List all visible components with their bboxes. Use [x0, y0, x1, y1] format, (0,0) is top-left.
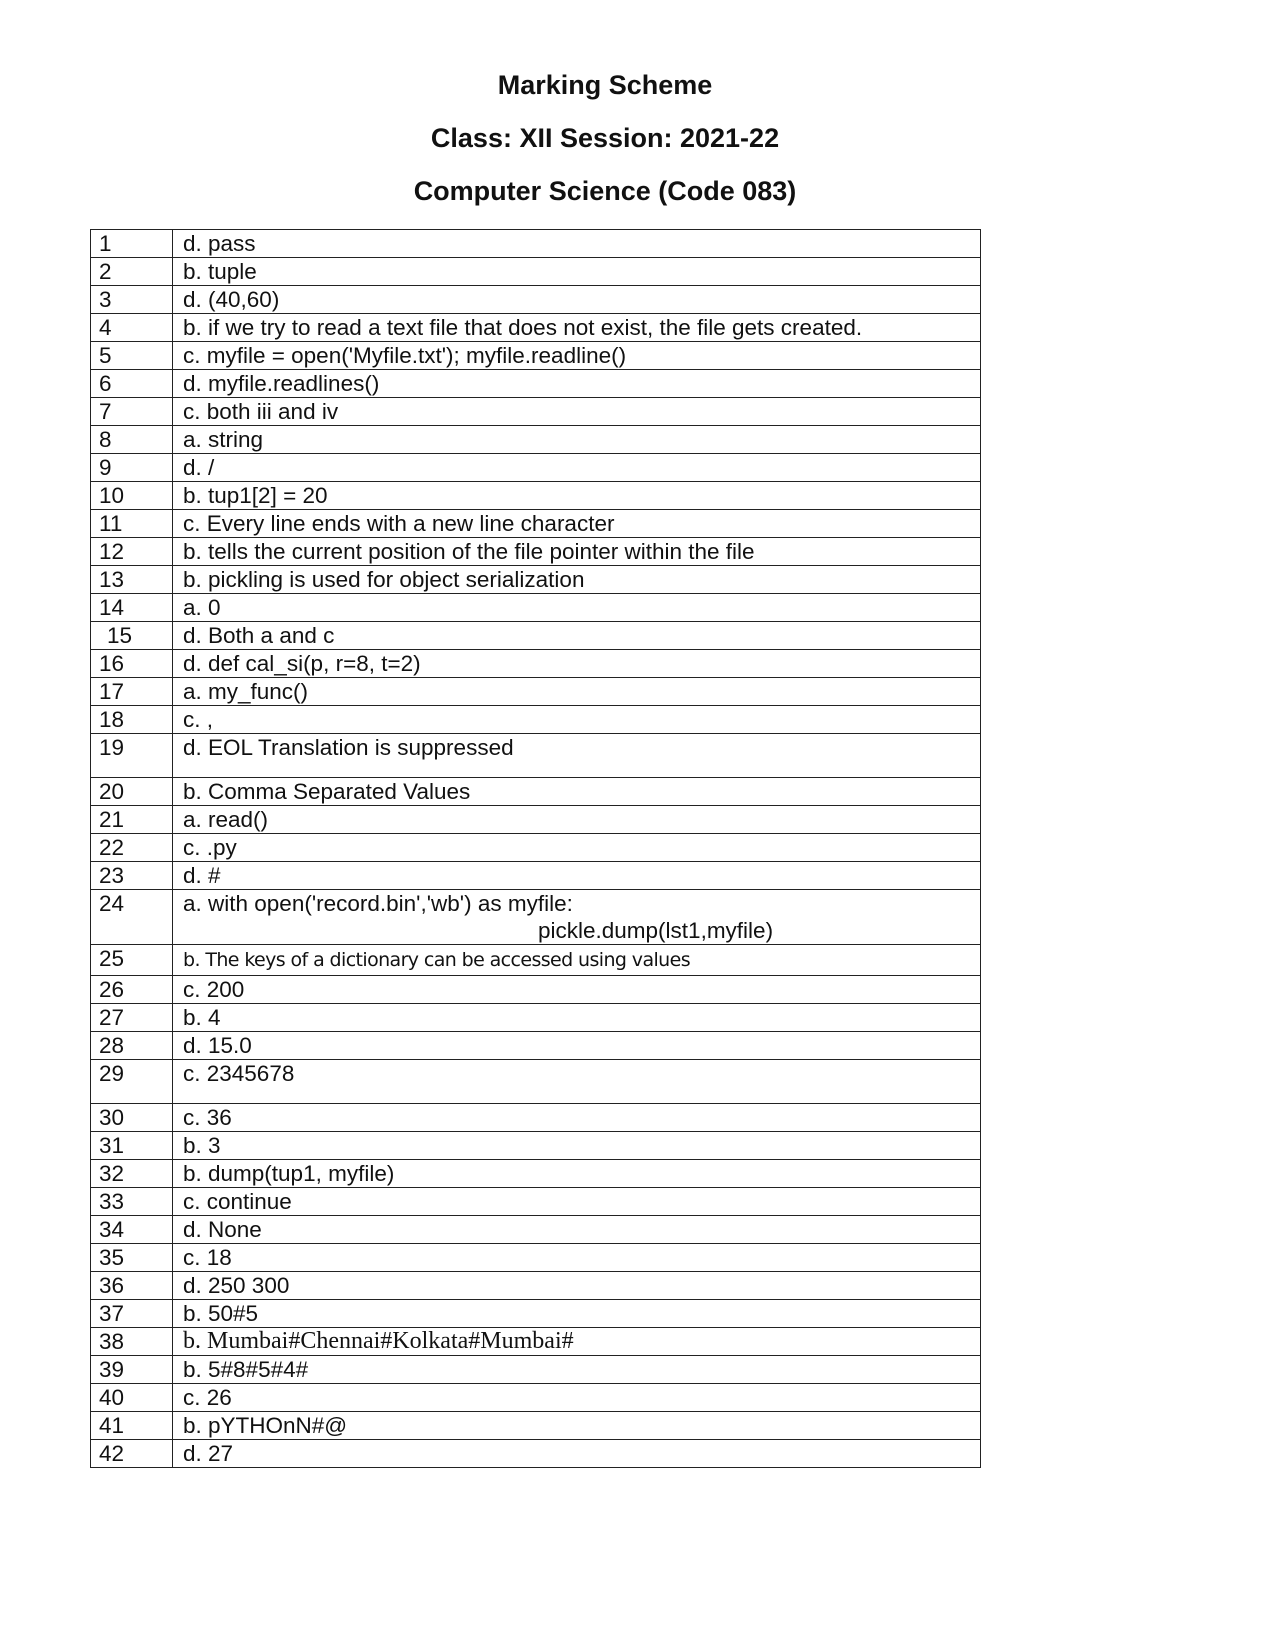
answer-table	[90, 229, 981, 1468]
answer-text: c. 26	[183, 1385, 232, 1410]
answer-cell	[173, 734, 981, 778]
answer-cell	[173, 566, 981, 594]
question-number: 20	[91, 778, 173, 806]
table-row	[91, 650, 981, 678]
table-row	[91, 258, 981, 286]
answer-cell	[173, 890, 981, 945]
question-number: 42	[91, 1440, 173, 1468]
answer-text: d. 15.0	[183, 1033, 252, 1058]
question-number: 16	[91, 650, 173, 678]
question-number: 21	[91, 806, 173, 834]
answer-text: a. read()	[183, 807, 269, 832]
answer-cell	[173, 678, 981, 706]
question-number: 27	[91, 1004, 173, 1032]
answer-text: d. EOL Translation is suppressed	[183, 735, 514, 760]
answer-cell	[173, 230, 981, 258]
table-row	[91, 454, 981, 482]
table-row	[91, 1272, 981, 1300]
table-row	[91, 314, 981, 342]
question-number: 10	[91, 482, 173, 510]
answer-cell	[173, 342, 981, 370]
table-row	[91, 566, 981, 594]
question-number: 2	[91, 258, 173, 286]
answer-text: b. dump(tup1, myfile)	[183, 1161, 395, 1186]
question-number: 35	[91, 1244, 173, 1272]
table-row	[91, 890, 981, 945]
question-number: 23	[91, 862, 173, 890]
answer-cell	[173, 778, 981, 806]
answer-cell	[173, 1412, 981, 1440]
table-row	[91, 1132, 981, 1160]
answer-text: b. Mumbai#Chennai#Kolkata#Mumbai#	[183, 1328, 574, 1354]
question-number: 7	[91, 398, 173, 426]
answer-cell	[173, 454, 981, 482]
answer-text: d. def cal_si(p, r=8, t=2)	[183, 651, 421, 676]
table-row	[91, 1060, 981, 1104]
answer-text: d. 250 300	[183, 1273, 290, 1298]
question-number: 5	[91, 342, 173, 370]
page-title: Marking Scheme	[497, 70, 713, 100]
answer-text: c. 200	[183, 977, 245, 1002]
table-row	[91, 622, 981, 650]
question-number: 39	[91, 1356, 173, 1384]
answer-cell	[173, 806, 981, 834]
table-row	[91, 1384, 981, 1412]
answer-cell	[173, 1216, 981, 1244]
answer-cell	[173, 1032, 981, 1060]
answer-cell	[173, 1132, 981, 1160]
answer-text: b. 3	[183, 1133, 221, 1158]
question-number: 41	[91, 1412, 173, 1440]
table-row	[91, 342, 981, 370]
answer-cell	[173, 834, 981, 862]
answer-cell	[173, 1440, 981, 1468]
answer-text: c. 18	[183, 1245, 232, 1270]
answer-cell	[173, 1272, 981, 1300]
answer-cell	[173, 482, 981, 510]
question-number: 38	[91, 1328, 173, 1356]
class-session: Class: XII Session: 2021-22	[430, 123, 780, 153]
answer-text: b. tells the current position of the file pointer within the file	[183, 539, 755, 564]
answer-cell	[173, 1188, 981, 1216]
question-number: 37	[91, 1300, 173, 1328]
answer-cell	[173, 370, 981, 398]
answer-text: d. None	[183, 1217, 262, 1242]
answer-text: d. #	[183, 863, 221, 888]
question-number: 11	[91, 510, 173, 538]
answer-text: a. 0	[183, 595, 221, 620]
answer-cell	[173, 1384, 981, 1412]
answer-text: b. 50#5	[183, 1301, 259, 1326]
answer-text: c. both iii and iv	[183, 399, 339, 424]
answer-cell	[173, 945, 981, 976]
table-row	[91, 426, 981, 454]
table-row	[91, 945, 981, 976]
question-number: 40	[91, 1384, 173, 1412]
answer-text: c. continue	[183, 1189, 292, 1214]
answer-cell	[173, 426, 981, 454]
question-number: 31	[91, 1132, 173, 1160]
question-number: 14	[91, 594, 173, 622]
table-row	[91, 594, 981, 622]
question-number: 18	[91, 706, 173, 734]
table-row	[91, 976, 981, 1004]
answer-cell	[173, 1328, 981, 1356]
answer-cell	[173, 706, 981, 734]
table-row	[91, 1216, 981, 1244]
answer-text: c. 2345678	[183, 1061, 295, 1086]
answer-text: b. 4	[183, 1005, 221, 1030]
answer-text: d. myfile.readlines()	[183, 371, 380, 396]
question-number: 28	[91, 1032, 173, 1060]
question-number: 3	[91, 286, 173, 314]
subject-title: Computer Science (Code 083)	[413, 176, 797, 206]
question-number: 33	[91, 1188, 173, 1216]
answer-cell	[173, 1004, 981, 1032]
answer-text: a. with open('record.bin','wb') as myfile:	[183, 891, 573, 916]
answer-cell	[173, 1104, 981, 1132]
question-number: 8	[91, 426, 173, 454]
table-row	[91, 1104, 981, 1132]
answer-text: b. 5#8#5#4#	[183, 1357, 309, 1382]
answer-text: d. /	[183, 455, 215, 480]
table-row	[91, 1440, 981, 1468]
answer-cell	[173, 1244, 981, 1272]
answer-cell	[173, 622, 981, 650]
answer-cell	[173, 976, 981, 1004]
question-number: 15	[91, 622, 173, 650]
answer-text: d. (40,60)	[183, 287, 280, 312]
question-number: 36	[91, 1272, 173, 1300]
question-number: 12	[91, 538, 173, 566]
answer-cell	[173, 314, 981, 342]
question-number: 29	[91, 1060, 173, 1104]
question-number: 24	[91, 890, 173, 945]
table-row	[91, 1412, 981, 1440]
question-number: 1	[91, 230, 173, 258]
answer-text: a. string	[183, 427, 264, 452]
table-row	[91, 862, 981, 890]
answer-cell	[173, 862, 981, 890]
answer-cell	[173, 650, 981, 678]
table-row	[91, 834, 981, 862]
question-number: 30	[91, 1104, 173, 1132]
answer-cell	[173, 258, 981, 286]
question-number: 22	[91, 834, 173, 862]
answer-text: b. pickling is used for object serialization	[183, 567, 585, 592]
table-row	[91, 286, 981, 314]
answer-text: d. 27	[183, 1441, 234, 1466]
answer-text: b. tup1[2] = 20	[183, 483, 328, 508]
answer-cell	[173, 1356, 981, 1384]
answer-cell	[173, 538, 981, 566]
question-number: 17	[91, 678, 173, 706]
table-row	[91, 778, 981, 806]
answer-cell	[173, 398, 981, 426]
question-number: 4	[91, 314, 173, 342]
question-number: 32	[91, 1160, 173, 1188]
answer-text: d. Both a and c	[183, 623, 335, 648]
table-row	[91, 678, 981, 706]
table-row	[91, 1356, 981, 1384]
answer-text: c. Every line ends with a new line character	[183, 511, 615, 536]
table-row	[91, 538, 981, 566]
question-number: 19	[91, 734, 173, 778]
table-row	[91, 510, 981, 538]
question-number: 26	[91, 976, 173, 1004]
answer-text: a. my_func()	[183, 679, 309, 704]
table-row	[91, 398, 981, 426]
answer-cell	[173, 1300, 981, 1328]
table-row	[91, 230, 981, 258]
table-row	[91, 1300, 981, 1328]
table-row	[91, 370, 981, 398]
question-number: 25	[91, 945, 173, 976]
answer-text: c. 36	[183, 1105, 232, 1130]
answer-cell	[173, 1160, 981, 1188]
table-row	[91, 1188, 981, 1216]
answer-cell	[173, 1060, 981, 1104]
table-row	[91, 1032, 981, 1060]
answer-text: c. .py	[183, 835, 237, 860]
answer-text: c. ,	[183, 707, 214, 732]
answer-text: b. Comma Separated Values	[183, 779, 471, 804]
table-row	[91, 706, 981, 734]
answer-text: b. tuple	[183, 259, 257, 284]
answer-text: c. myfile = open('Myfile.txt'); myfile.readline()	[183, 343, 627, 368]
table-row	[91, 734, 981, 778]
answer-cell	[173, 594, 981, 622]
question-number: 34	[91, 1216, 173, 1244]
table-row	[91, 1004, 981, 1032]
answer-cell	[173, 286, 981, 314]
table-row	[91, 1244, 981, 1272]
answer-text-line2: pickle.dump(lst1,myfile)	[538, 918, 774, 943]
table-row	[91, 1328, 981, 1356]
answer-text: b. if we try to read a text file that does not exist, the file gets created.	[183, 315, 863, 340]
question-number: 9	[91, 454, 173, 482]
question-number: 13	[91, 566, 173, 594]
answer-text: b. The keys of a dictionary can be accessed using values	[183, 949, 691, 971]
answer-text: b. pYTHOnN#@	[183, 1413, 348, 1438]
question-number: 6	[91, 370, 173, 398]
table-row	[91, 1160, 981, 1188]
answer-text: d. pass	[183, 231, 256, 256]
table-row	[91, 806, 981, 834]
answer-cell	[173, 510, 981, 538]
table-row	[91, 482, 981, 510]
